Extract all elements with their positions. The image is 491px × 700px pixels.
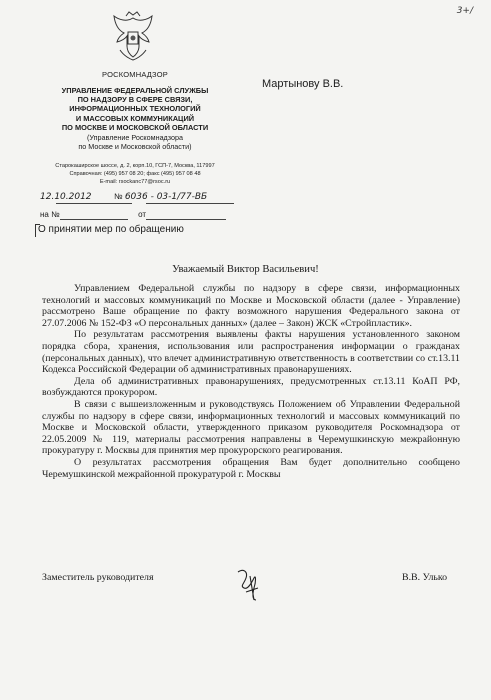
- agency-name-line: ПО НАДЗОРУ В СФЕРЕ СВЯЗИ,: [77, 95, 193, 105]
- reference-from-label: от: [138, 210, 147, 219]
- registration-number: 6036 - 03-1/77-ВБ: [124, 192, 208, 202]
- contact-phone: Справочная: (495) 957 08 20; факс (495) 957 08 48: [69, 171, 201, 177]
- signer-title: Заместитель руководителя: [42, 572, 154, 583]
- coat-of-arms-icon: [112, 10, 154, 62]
- agency-name-line: ИНФОРМАЦИОННЫХ ТЕХНОЛОГИЙ: [69, 104, 201, 114]
- reference-label: на №: [40, 210, 60, 219]
- agency-contacts: [40, 162, 230, 186]
- body-paragraph: Управлением Федеральной службы по надзору в сфере связи, информационных технологий и массовых коммуникаций по Москве и Московской области (далее - Управление) рассмотрено Ваше обращение по факту возможного нарушения Федерального закона от 27.07.2006 № 152-ФЗ «О персональных данных» (далее – Закон) ЖСК «Стройпластик».: [42, 283, 460, 329]
- registration-line: [40, 192, 207, 202]
- signer-name: В.В. Улько: [402, 572, 448, 583]
- agency-abbrev-line: (Управление Роскомнадзора: [87, 133, 183, 142]
- agency-short-name: РОСКОМНАДЗОР: [102, 70, 168, 79]
- contact-address: Старокаширское шоссе, д. 2, корп.10, ГСП-7, Москва, 117997: [55, 163, 215, 169]
- agency-name-line: ПО МОСКВЕ И МОСКОВСКОЙ ОБЛАСТИ: [61, 122, 209, 132]
- agency-abbrev-line: по Москве и Московской области): [78, 142, 192, 151]
- body-paragraph: О результатах рассмотрения обращения Вам будет дополнительно сообщено Черемушкинской межрайонной прокуратурой г. Москвы: [42, 456, 460, 480]
- body-paragraph: По результатам рассмотрения выявлены факты нарушения установленного законом порядка сбора, хранения, использования или распространения информации о гражданах (персональных данных), что влечет административную ответственность в соответствии со ст.13.11 Кодекса Российской Федерации об административных правонарушениях.: [42, 329, 460, 376]
- body-paragraph: Дела об административных правонарушениях, предусмотренных ст.13.11 КоАП РФ, возбуждаются прокурором.: [42, 375, 460, 399]
- body-paragraph: В связи с вышеизложенным и руководствуясь Положением об Управлении Федеральной службы по надзору в сфере связи, информационных технологий и массовых коммуникаций по Москве и Московской области, утвержденного приказом руководителя Роскомнадзора от 22.05.2009 № 119, материалы рассмотрения направлены в Черемушкинскую межрайонную прокуратуру г. Москвы для принятия мер прокурорского реагирования.: [42, 398, 460, 457]
- reference-line: [40, 210, 146, 219]
- agency-name-line: И МАССОВЫХ КОММУНИКАЦИЙ: [75, 113, 195, 123]
- agency-abbreviation: [40, 133, 230, 151]
- handwritten-page-note: 3+/: [456, 6, 473, 16]
- letter-subject: О принятии мер по обращению: [38, 224, 184, 235]
- agency-name-line: УПРАВЛЕНИЕ ФЕДЕРАЛЬНОЙ СЛУЖБЫ: [61, 86, 209, 95]
- recipient-name: Мартынову В.В.: [262, 78, 344, 90]
- letter-body: [42, 283, 460, 480]
- registration-date: 12.10.2012: [40, 192, 92, 202]
- registration-number-label: №: [114, 192, 123, 201]
- handwritten-signature-icon: [232, 562, 272, 602]
- agency-full-name: [40, 86, 230, 132]
- letter-greeting: Уважаемый Виктор Васильевич!: [172, 264, 319, 275]
- contact-email: E-mail: rsockanc77@rsoc.ru: [99, 179, 171, 185]
